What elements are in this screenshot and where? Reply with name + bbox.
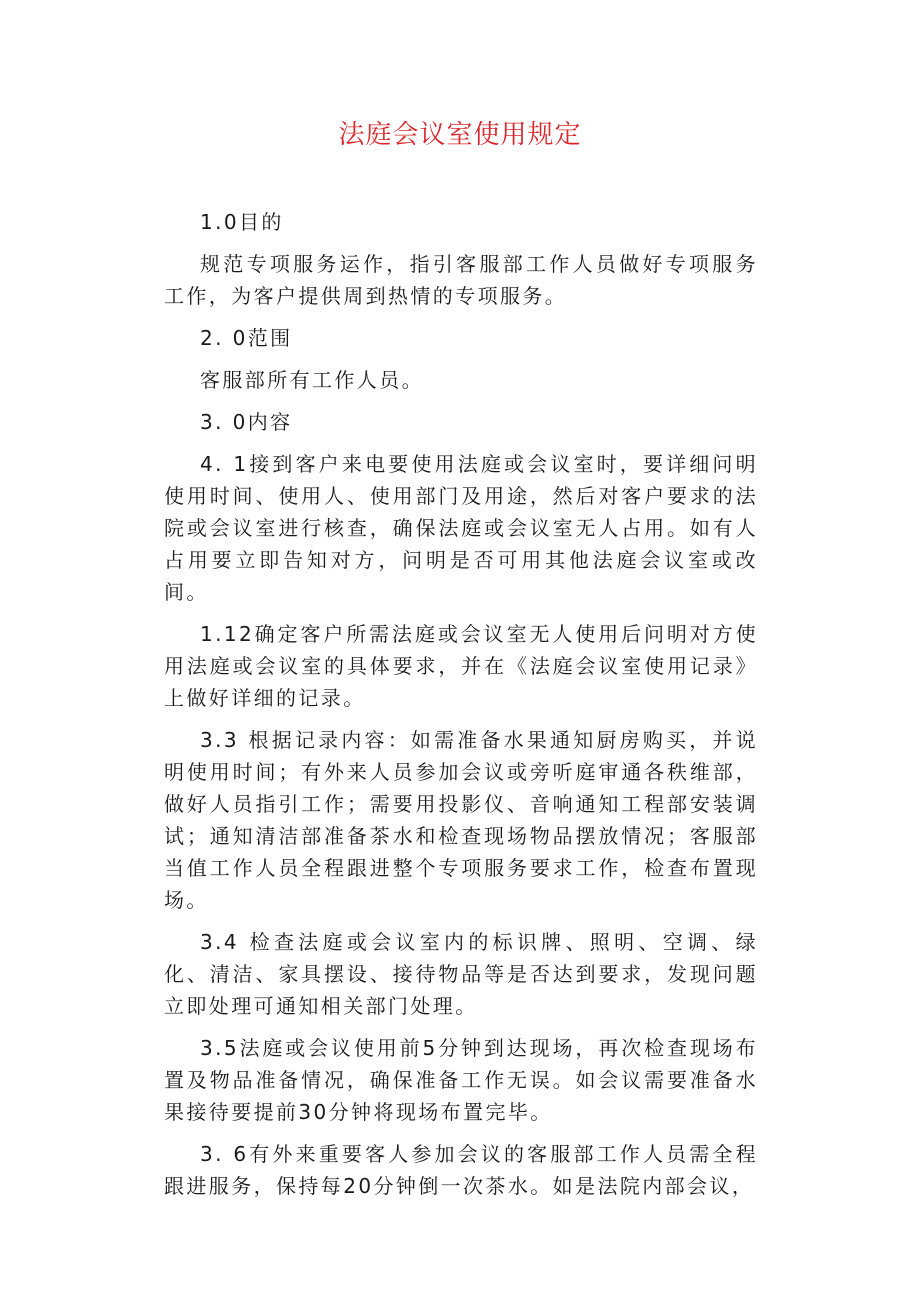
- paragraph-purpose: 规范专项服务运作，指引客服部工作人员做好专项服务工作，为客户提供周到热情的专项服务。: [164, 252, 758, 308]
- paragraph-item-3-5: 3.5法庭或会议使用前5分钟到达现场，再次检查现场布置及物品准备情况，确保准备工作无误。如会议需要准备水果接待要提前30分钟将现场布置完毕。: [164, 1036, 758, 1124]
- document-body: [164, 206, 758, 1212]
- paragraph-scope: 客服部所有工作人员。: [200, 368, 424, 392]
- section-heading-scope: 2. 0范围: [200, 326, 293, 350]
- document-title: 法庭会议室使用规定: [338, 120, 582, 150]
- paragraph-item-1-12: 1.12确定客户所需法庭或会议室无人使用后问明对方使用法庭或会议室的具体要求，并在《法庭会议室使用记录》上做好详细的记录。: [164, 622, 758, 710]
- paragraph-item-4-1: 4. 1接到客户来电要使用法庭或会议室时，要详细问明使用时间、使用人、使用部门及用途，然后对客户要求的法院或会议室进行核查，确保法庭或会议室无人占用。如有人占用要立即告知对方，问明是否可用其他法庭会议室或改间。: [164, 452, 758, 604]
- paragraph-item-3-3: 3.3 根据记录内容：如需准备水果通知厨房购买，并说明使用时间；有外来人员参加会议或旁听庭审通各秩维部，做好人员指引工作；需要用投影仪、音响通知工程部安装调试；通知清洁部准备茶水和检查现场物品摆放情况；客服部当值工作人员全程跟进整个专项服务要求工作，检查布置现场。: [164, 728, 758, 912]
- section-heading-content: 3. 0内容: [200, 410, 293, 434]
- paragraph-item-3-6: 3. 6有外来重要客人参加会议的客服部工作人员需全程跟进服务，保持每20分钟倒一次茶水。如是法院内部会议，: [164, 1142, 758, 1198]
- section-heading-purpose: 1.0目的: [200, 210, 284, 234]
- paragraph-item-3-4: 3.4 检查法庭或会议室内的标识牌、照明、空调、绿化、清洁、家具摆设、接待物品等是否达到要求，发现问题立即处理可通知相关部门处理。: [164, 930, 758, 1018]
